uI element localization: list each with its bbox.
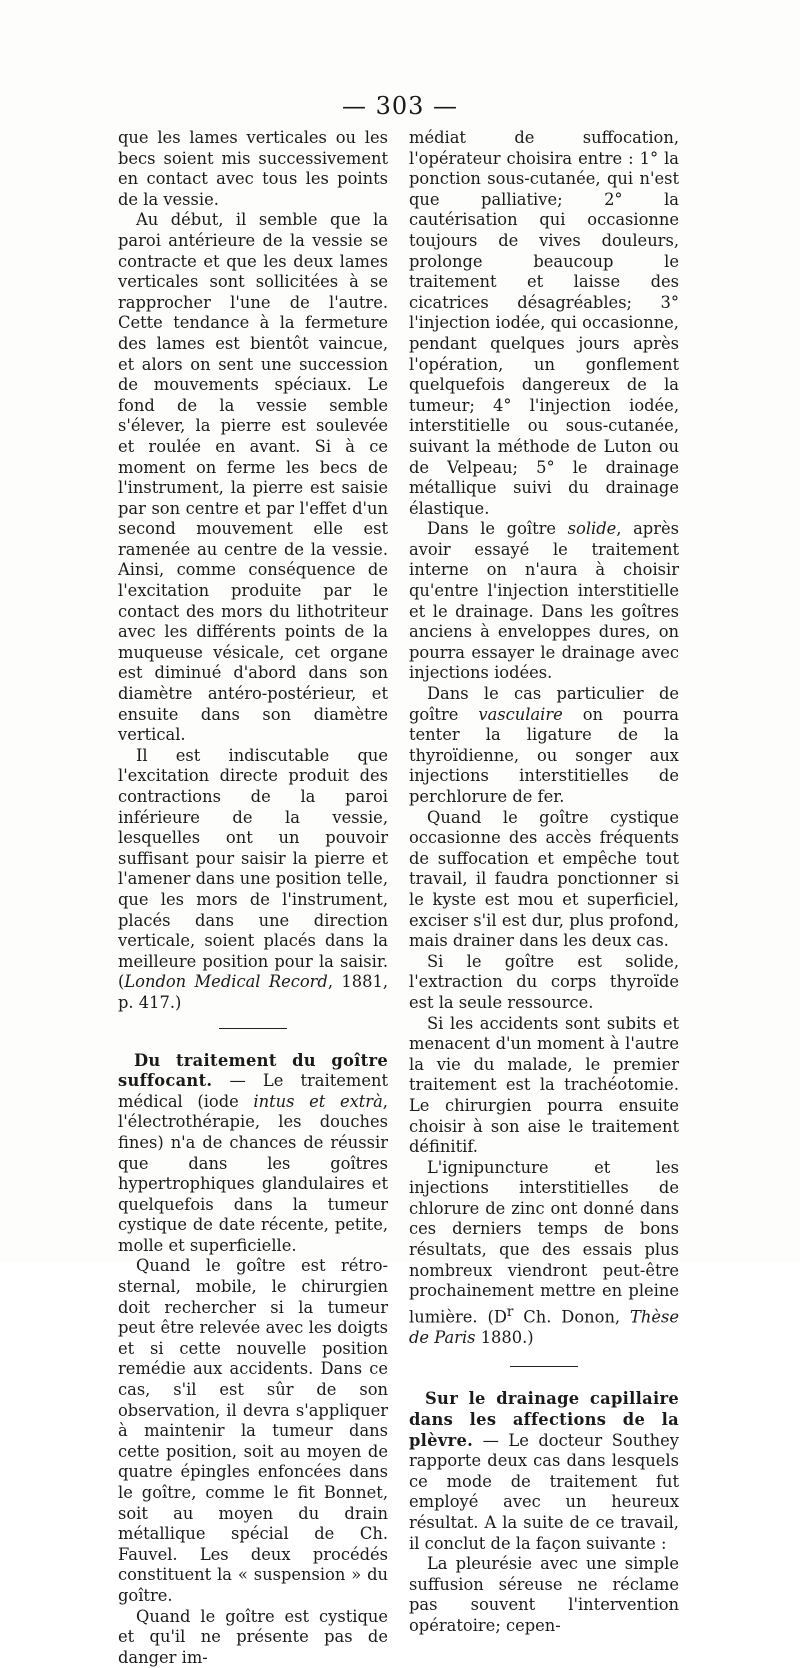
paragraph-text: Dans le cas particulier de goître [409, 684, 679, 724]
paragraph: Au début, il semble que la paroi antérieure de la vessie se contracte et que les deux lames verticales sont sollicitées à se rapprocher l'une de l'autre. Cette tendance à la fermeture des lames est bientôt vaincue, et alors on sent une succession de mouvements spéciaux. Le fond de la vessie semble s'élever, la pierre est soulevée et roulée en avant. Si à ce moment on ferme les becs de l'instrument, la pierre est saisie par son centre et par l'effet d'un second mouvement elle est ramenée au centre de la vessie. Ainsi, comme conséquence de l'excitation produite par le contact des mors du lithotriteur avec les différents points de la muqueuse vésicale, cet organe est diminué d'abord dans son diamètre antéro-postérieur, et ensuite dans son diamètre vertical. [118, 210, 388, 745]
source-citation: , 1881, p. 417.) [118, 972, 388, 1012]
right-column [409, 128, 679, 1637]
paragraph [118, 746, 388, 1014]
paragraph-text: Il est indiscutable que l'excitation directe produit des contractions de la paroi inférieure de la vessie, lesquelles ont un pouvoir suffisant pour saisir la pierre et l'amener dans une position telle, que les mors de l'instrument, placés dans une direction verticale, soient placés dans la meilleure position pour la saisir. ( [118, 745, 388, 992]
paragraph-text: , l'électrothérapie, les douches fines) n'a de chances de réussir que dans les goîtres hypertrophiques glandulaires et quelquefois dans la tumeur cystique de date récente, petite, molle et superficielle. [118, 1091, 388, 1255]
paragraph-text: L'ignipuncture et les injections interstitielles de chlorure de zinc ont donné dans ces derniers temps de bons résultats, que des essais plus nombreux viendront peut-être prochainement mettre en pleine lumière. (D [409, 1157, 679, 1327]
section-paragraph [118, 1051, 388, 1257]
section-title: Du traitement du goître suffocant. [118, 1050, 388, 1091]
italic-term: solide [567, 519, 617, 539]
paragraph-text: on pourra tenter la ligature de la thyroïdienne, ou songer aux injections interstitielles de perchlorure de fer. [409, 704, 679, 806]
page-number: — 303 — [341, 92, 459, 120]
paragraph: médiat de suffocation, l'opérateur choisira entre : 1° la ponction sous-cutanée, qui n'est que palliative; 2° la cautérisation qui occasionne toujours de vives douleurs, prolonge beaucoup le traitement et laisse des cicatrices désagréables; 3° l'injection iodée, qui occasionne, pendant quelques jours après l'opération, un gonflement quelquefois dangereux de la tumeur; 4° l'injection iodée, interstitielle ou sous-cutanée, suivant la méthode de Luton ou de Velpeau; 5° le drainage métallique suivi du drainage élastique. [409, 128, 679, 518]
paragraph-text: — Le docteur Southey rapporte deux cas dans lesquels ce mode de traitement fut employé avec un heureux résultat. A la suite de ce travail, il conclut de la façon suivante : [409, 1430, 679, 1553]
section-title: Sur le drainage capillaire dans les affections de la plèvre. [409, 1389, 679, 1450]
paragraph: Quand le goître est rétro-sternal, mobile, le chirurgien doit rechercher si la tumeur peut être relevée avec les doigts et si cette nouvelle position remédie aux accidents. Dans ce cas, s'il est sûr de son observation, il devra s'appliquer à maintenir la tumeur dans cette position, soit au moyen de quatre épingles enfoncées dans le goître, comme le fit Bonnet, soit au moyen du drain métallique spécial de Ch. Fauvel. Les deux procédés constituent la « suspension » du goître. [118, 1256, 388, 1605]
paragraph-text: Dans le goître [427, 519, 568, 539]
left-column [118, 128, 388, 1668]
paragraph [409, 519, 679, 684]
paragraph [409, 684, 679, 808]
paragraph-text: Ch. Donon, [513, 1307, 631, 1327]
section-divider [510, 1366, 578, 1367]
paragraph: La pleurésie avec une simple suffusion séreuse ne réclame pas souvent l'intervention opératoire; cepen- [409, 1554, 679, 1635]
paragraph-text: — Le traitement médical (iode [118, 1071, 388, 1111]
paragraph [409, 1158, 679, 1349]
italic-term: intus et extrà [253, 1091, 383, 1111]
superscript: r [506, 1303, 514, 1320]
paragraph: Si les accidents sont subits et menacent d'un moment à l'autre la vie du malade, le premier traitement est la trachéotomie. Le chirurgien pourra ensuite choisir à son aise le traitement définitif. [409, 1013, 679, 1157]
paragraph: Si le goître est solide, l'extraction du corps thyroïde est la seule ressource. [409, 951, 679, 1012]
paragraph: Quand le goître est cystique et qu'il ne présente pas de danger im- [118, 1606, 388, 1667]
section-paragraph [409, 1389, 679, 1554]
paragraph: Quand le goître cystique occasionne des accès fréquents de suffocation et empêche tout travail, il faudra ponctionner si le kyste est mou et superficiel, exciser s'il est dur, plus profond, mais drainer dans les deux cas. [409, 807, 679, 951]
source-title: London Medical Record [124, 972, 328, 992]
source-title: Thèse de Paris [409, 1307, 679, 1347]
paragraph-text: 1880.) [475, 1327, 534, 1347]
italic-term: vasculaire [478, 704, 563, 724]
section-divider [219, 1028, 287, 1029]
paragraph-text: , après avoir essayé le traitement interne on n'aura à choisir qu'entre l'injection interstitielle et le drainage. Dans les goîtres anciens à enveloppes dures, on pourra essayer le drainage avec injections iodées. [409, 519, 679, 683]
paragraph: que les lames verticales ou les becs soient mis successivement en contact avec tous les points de la vessie. [118, 128, 388, 209]
